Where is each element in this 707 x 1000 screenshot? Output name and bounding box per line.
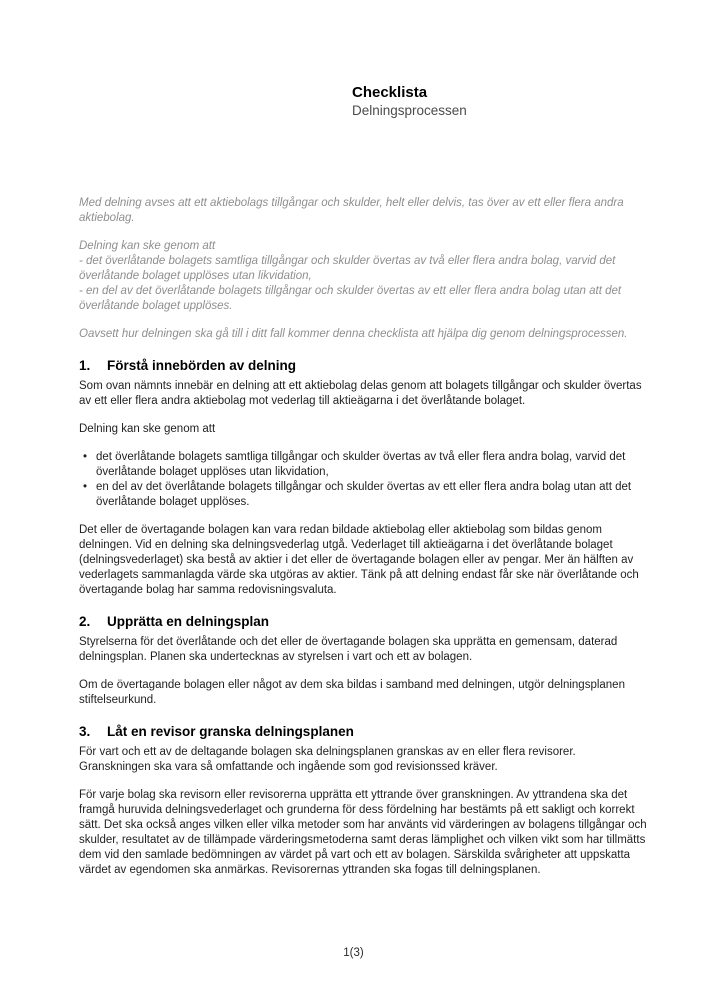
paragraph: Delning kan ske genom att: [79, 423, 216, 435]
paragraph: Om de övertagande bolagen eller något av dem ska bildas i samband med delningen, utgör delningsplanen stiftelseurkund.: [79, 679, 625, 706]
list-item-text: en del av det överlåtande bolagets tillgångar och skulder övertas av ett eller flera andra bolag utan att det överlåtande bolaget upplöses.: [96, 481, 632, 508]
section-3: [79, 724, 648, 878]
paragraph: Styrelserna för det överlåtande och det eller de övertagande bolagen ska upprätta en gemensam, daterad delningsplan. Planen ska undertecknas av styrelsen i vart och ett av bolagen.: [79, 636, 618, 663]
list-item-text: det överlåtande bolagets samtliga tillgångar och skulder övertas av två eller flera andra bolag, varvid det överlåtande bolaget upplöses utan likvidation,: [96, 451, 626, 478]
section-title: Förstå innebörden av delning: [107, 358, 297, 373]
paragraph: För varje bolag ska revisorn eller revisorerna upprätta ett yttrande över granskningen. Av yttrandena ska det framgå huruvida delningsvederlaget och grunderna för dess fördelning har bestämts på ett sakligt och korrekt sätt. Det ska också anges vilken eller vilka metoder som har använts vid värderingen av bolagens tillgångar och skulder, resultatet av de tillämpade värderingsmetoderna samt deras lämplighet och vilken vikt som har tillmätts dem vid den samlade bedömningen av värdet på vart och ett av bolagen. Särskilda svårigheter att uppskatta värdet av egendomen ska anmärkas. Revisorernas yttranden ska fogas till delningsplanen.: [79, 789, 647, 876]
document-title: Checklista: [352, 84, 428, 101]
bullet-icon: •: [83, 481, 88, 493]
intro-how-title: Delning kan ske genom att: [79, 240, 216, 252]
intro-lead-paragraph: Med delning avses att ett aktiebolags tillgångar och skulder, helt eller delvis, tas över av ett eller flera andra aktiebolag.: [79, 197, 624, 224]
intro-how-item: - det överlåtande bolagets samtliga tillgångar och skulder övertas av två eller flera andra bolag, varvid det överlåtande bolaget upplöses utan likvidation,: [79, 255, 616, 282]
section-number: 3.: [79, 724, 91, 739]
document-subtitle: Delningsprocessen: [352, 103, 467, 118]
bullet-icon: •: [83, 451, 88, 463]
intro-closing-paragraph: Oavsett hur delningen ska gå till i ditt fall kommer denna checklista att hjälpa dig genom delningsprocessen.: [79, 328, 628, 340]
section-3-heading: [79, 724, 648, 740]
paragraph: För vart och ett av de deltagande bolagen ska delningsplanen granskas av en eller flera revisorer. Granskningen ska vara så omfattande och ingående som god revisionssed kräver.: [79, 746, 576, 773]
list-item: [79, 480, 648, 510]
paragraph: Som ovan nämnts innebär en delning att ett aktiebolag delas genom att bolagets tillgångar och skulder övertas av ett eller flera andra aktiebolag mot vederlag till aktieägarna i det överlåtande bolaget.: [79, 380, 642, 407]
intro-block: [79, 196, 648, 342]
list-item: [79, 450, 648, 480]
section-title: Upprätta en delningsplan: [107, 614, 270, 629]
page-number: 1(3): [343, 947, 364, 959]
intro-how-paragraph: [79, 239, 648, 314]
paragraph: Det eller de övertagande bolagen kan vara redan bildade aktiebolag eller aktiebolag som bildas genom delningen. Vid en delning ska delningsvederlag utgå. Vederlaget till aktieägarna i det överlåtande bolaget (delningsvederlaget) ska bestå av aktier i det eller de övertagande bolagen eller av pengar. Mer än hälften av vederlagets sammanlagda värde ska utgöras av aktier. Tänk på att delning endast får ske när överlåtande och övertagande bolag har samma redovisningsvaluta.: [79, 524, 639, 596]
section-2: [79, 614, 648, 708]
title-block: [352, 84, 648, 119]
section-number: 2.: [79, 614, 91, 629]
intro-how-item: - en del av det överlåtande bolagets tillgångar och skulder övertas av ett eller flera andra bolag utan att det överlåtande bolaget upplöses.: [79, 285, 622, 312]
section-title: Låt en revisor granska delningsplanen: [107, 724, 354, 739]
section-2-heading: [79, 614, 648, 630]
bullet-list: [79, 450, 648, 510]
section-number: 1.: [79, 358, 91, 373]
section-1: [79, 358, 648, 598]
section-1-heading: [79, 358, 648, 374]
